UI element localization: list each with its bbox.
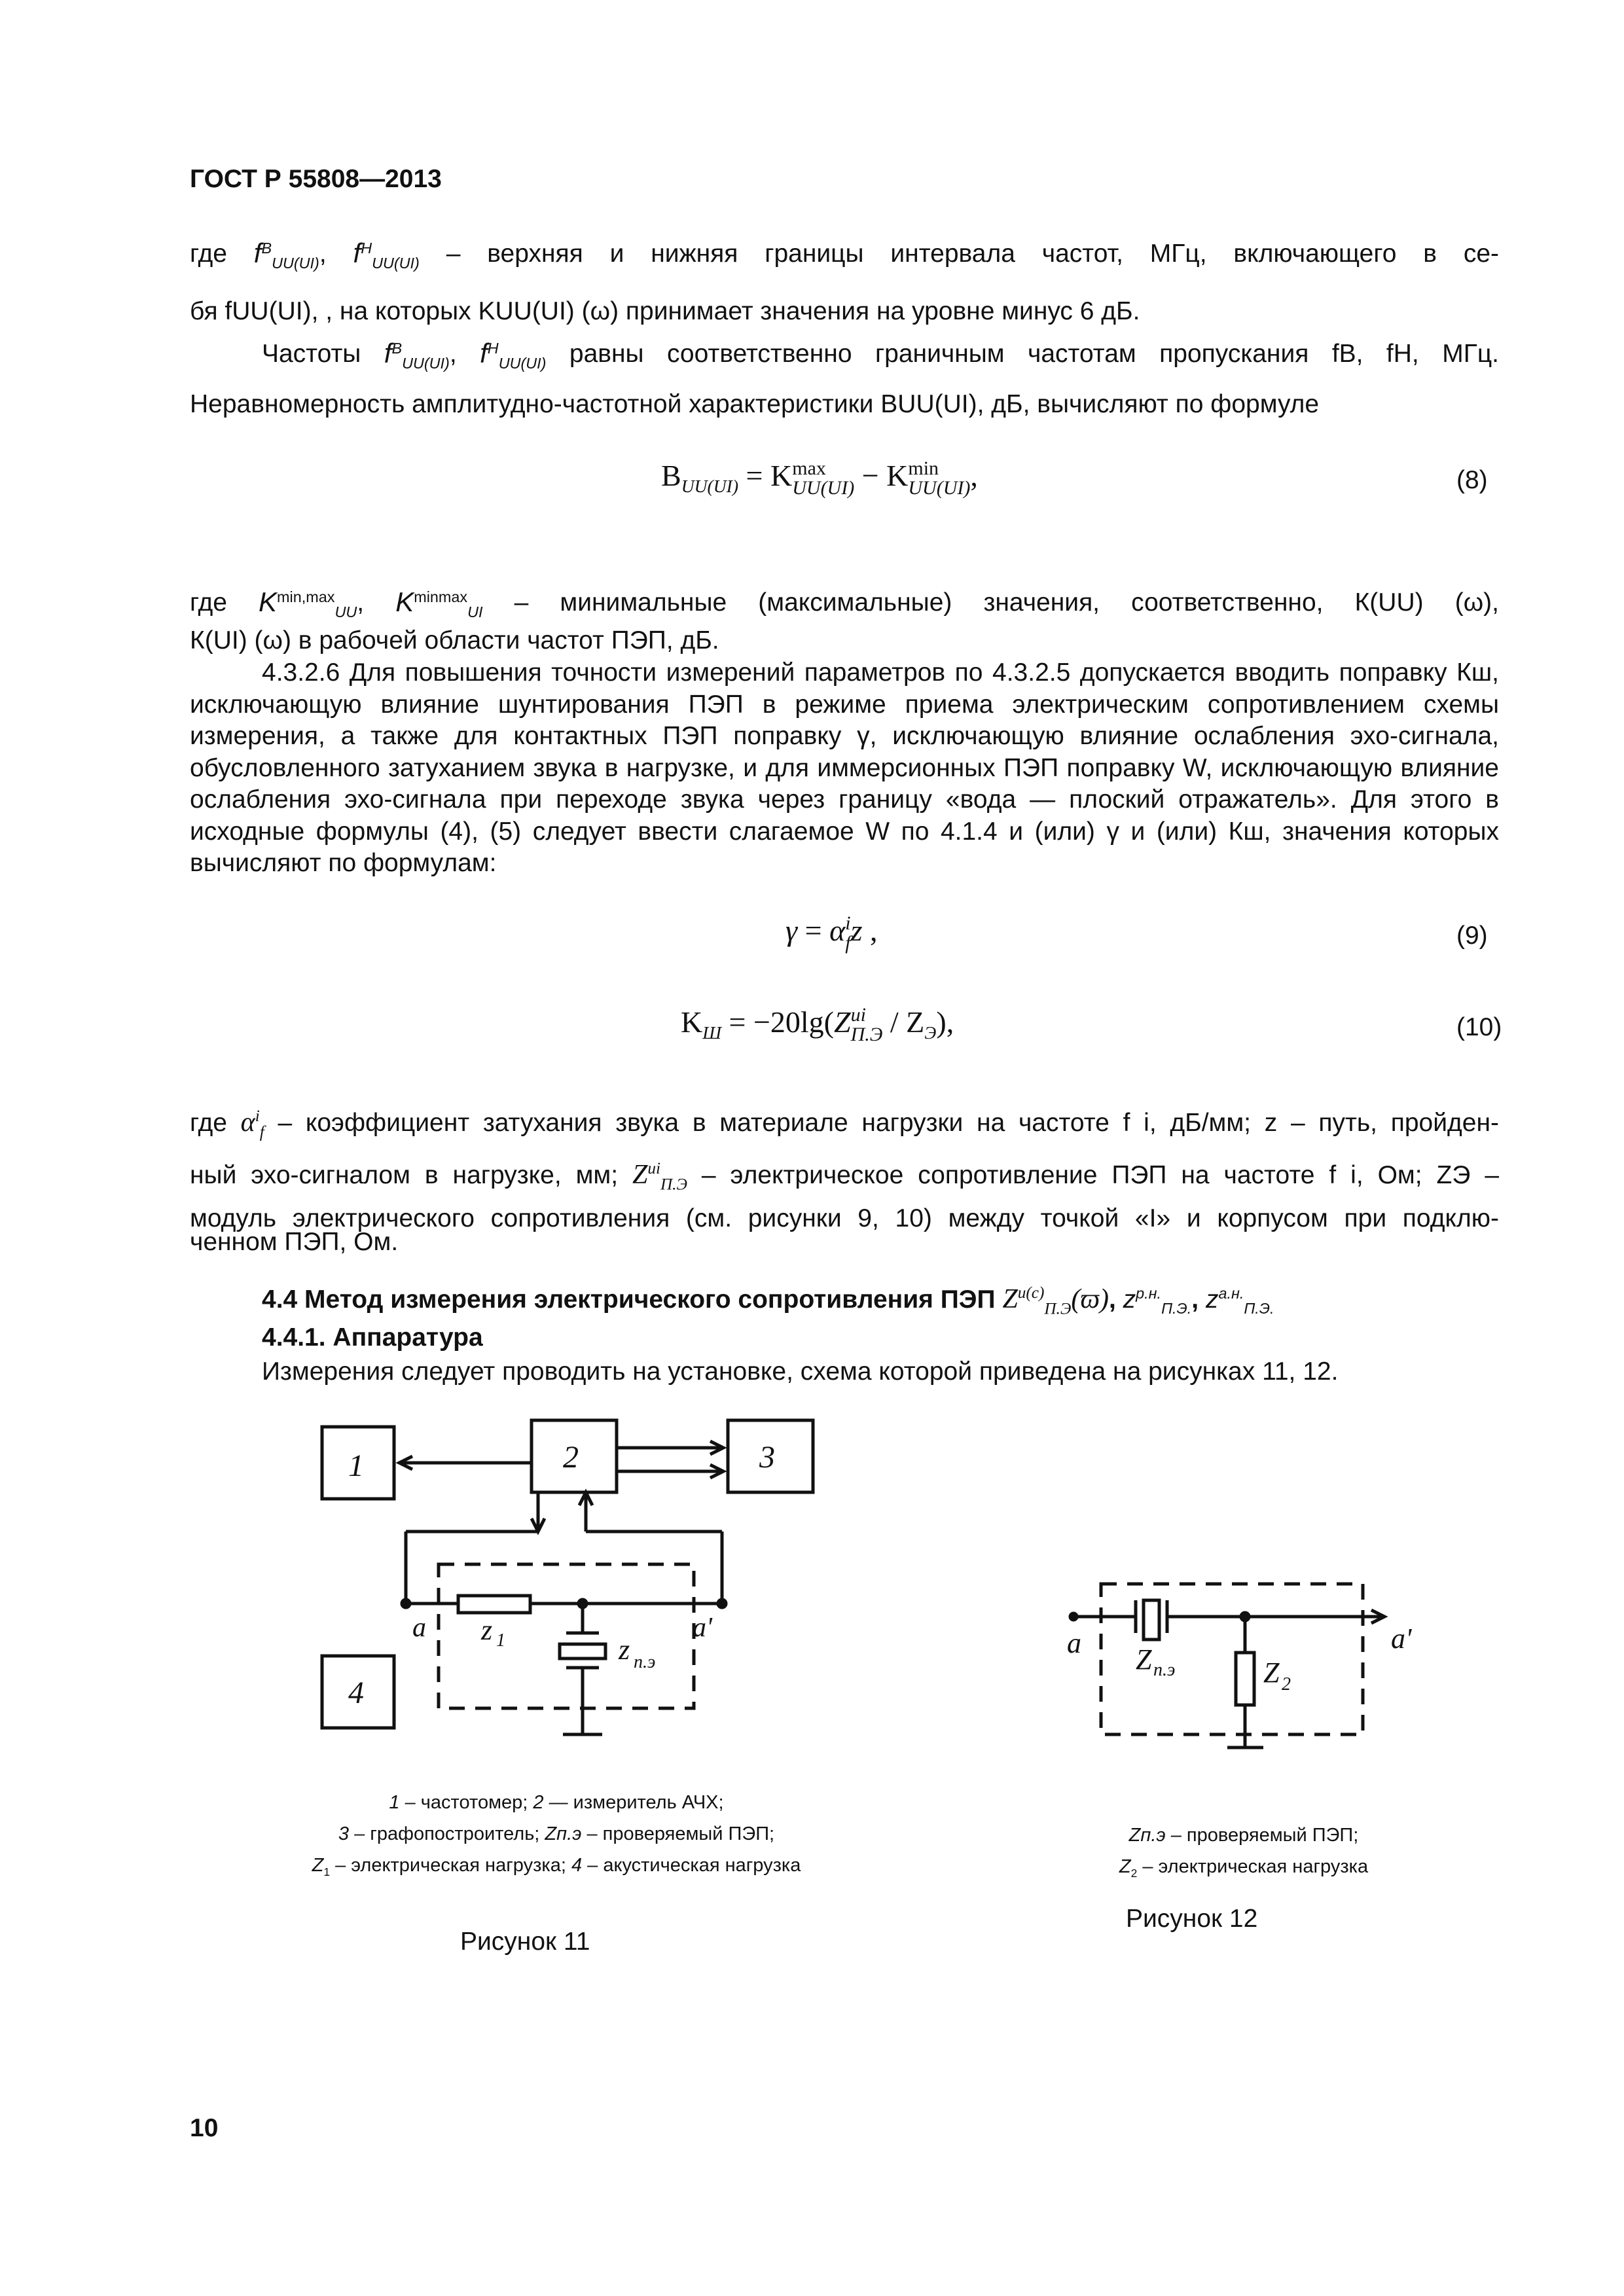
label-z2-sub: 2 — [1282, 1674, 1291, 1695]
node-a: a — [412, 1613, 426, 1643]
para2-text-a: равны соответственно граничным частотам пропускания fB, fH, МГц. — [569, 340, 1499, 368]
transducer-zpe — [560, 1644, 605, 1659]
equation-10-number: (10) — [1456, 1013, 1502, 1041]
page-number: 10 — [190, 2114, 219, 2142]
equation-8-number: (8) — [1456, 466, 1488, 494]
figure-12-diagram — [1060, 1564, 1427, 1787]
figure-11-caption: 1 – частотомер; 2 — измеритель АЧХ; 3 – графопостроитель; Zп.э – проверяемый ПЭП; $Z_1$ – электрическая нагрузка; 4 – акустическая нагрузка — [312, 1792, 801, 1878]
label-z1-sub: 1 — [496, 1630, 505, 1651]
label-z1: z — [481, 1614, 493, 1646]
para1-line2: бя fUU(UI), , на которых KUU(UI) (ω) принимает значения на уровне минус 6 дБ. — [190, 297, 1140, 325]
figure-11-diagram — [301, 1407, 890, 1774]
symbol-fH-2: $f^H_{UU(UI)}$ — [480, 337, 547, 372]
para1-line1: где $f^B_{UU(UI)}$, $f^H_{UU(UI)}$ – верхняя и нижняя границы интервала частот, МГц, включающего в се- — [190, 237, 1500, 272]
node-a-prime: a' — [693, 1613, 712, 1643]
para5-line2: ный эхо-сигналом в нагрузке, мм; $Z^{иi}_{П.Э}$ – электрическое сопротивление ПЭП на частоте f i, Ом; ZЭ – — [190, 1159, 1500, 1194]
equation-8: $B_{UU(UI)} = K$ max UU(UI) − K min UU(UI) , — [661, 457, 978, 499]
para1-text-a: – верхняя и нижняя границы интервала частот, МГц, включающего в се- — [446, 240, 1500, 268]
para3-line1: где $K^{min,max}_{UU}$, $K^{minmax}_{UI}$ – минимальные (максимальные) значения, соответственно, К(UU) (ω), — [190, 586, 1499, 620]
label-2: 2 — [563, 1440, 579, 1475]
para2-lead: Частоты — [262, 340, 361, 368]
para5-line3: модуль электрического сопротивления (см. рисунки 9, 10) между точкой «I» и корпусом при подклю- — [190, 1204, 1499, 1232]
document-header: ГОСТ Р 55808—2013 — [190, 165, 442, 193]
node-a-prime-12: a' — [1391, 1623, 1412, 1655]
figure-11-title: Рисунок 11 — [460, 1928, 590, 1956]
para2-line2: Неравномерность амплитудно-частотной характеристики BUU(UI), дБ, вычисляют по формуле — [190, 390, 1320, 418]
symbol-fH: $f^H_{UU(UI)}$ — [353, 237, 420, 272]
para3-text-a: – минимальные (максимальные) значения, соответственно, К(UU) (ω), — [514, 588, 1499, 617]
section-text: Измерения следует проводить на установке, схема которой приведена на рисунках 11, 12. — [262, 1357, 1339, 1386]
node-a-12: a — [1067, 1627, 1081, 1659]
symbol-fB: $f^B_{UU(UI)}$ — [253, 237, 319, 272]
symbol-alpha: $\alpha^i_f$ — [240, 1107, 264, 1141]
transducer-zpe-12 — [1144, 1600, 1159, 1640]
label-zpe-sub: п.э — [634, 1652, 656, 1672]
para5-text-a: – коэффициент затухания звука в материале нагрузки на частоте f i, дБ/мм; z – путь, пройден- — [278, 1109, 1499, 1137]
label-3: 3 — [759, 1440, 775, 1475]
symbol-z-pe: $Z^{иi}_{П.Э}$ — [632, 1159, 687, 1194]
label-zpe: z — [619, 1634, 630, 1666]
symbol-z-pe-omega: $Z^{и(с)}_{П.Э}(ϖ)$ — [1002, 1284, 1109, 1318]
label-1: 1 — [348, 1448, 364, 1483]
subsection-heading-4-4-1: 4.4.1. Аппаратура — [262, 1323, 483, 1352]
symbol-z-rn: $z^{р.н.}_{П.Э.}$ — [1123, 1285, 1192, 1317]
para5-line1: где $\alpha^i_f$ – коэффициент затухания звука в материале нагрузки на частоте f i, дБ/мм; z – путь, пройден- — [190, 1107, 1499, 1141]
word-where: где — [190, 240, 227, 268]
figure-12-title: Рисунок 12 — [1126, 1905, 1258, 1933]
equation-9: γ = α i f z , — [785, 912, 878, 954]
symbol-k-uu: $K^{min,max}_{UU}$ — [259, 586, 357, 620]
equation-9-number: (9) — [1456, 922, 1488, 950]
label-z2: Z — [1263, 1657, 1280, 1689]
resistor-z2 — [1236, 1653, 1254, 1705]
symbol-k-ui: $K^{minmax}_{UI}$ — [395, 586, 483, 620]
equation-10: $K_Ш = -20\lg(Z$ иi П.Э / $Z_Э$), — [681, 1004, 954, 1046]
section-heading-4-4: 4.4 Метод измерения электрического сопротивления ПЭП $Z^{и(с)}_{П.Э}(ϖ)$, $z^{р.н.}_{П.Э.}$, $z^{а.н.}_{П.Э.}$ — [262, 1284, 1274, 1318]
figure-12-caption: Zп.э – проверяемый ПЭП; $Z_2$ – электрическая нагрузка — [1119, 1825, 1369, 1880]
label-zpe-12-sub: п.э — [1153, 1660, 1176, 1680]
para5-line4: ченном ПЭП, Ом. — [190, 1228, 399, 1256]
resistor-z1 — [458, 1596, 530, 1613]
symbol-z-an: $z^{а.н.}_{П.Э.}$ — [1205, 1285, 1274, 1317]
label-4: 4 — [348, 1676, 364, 1710]
symbol-fB-2: $f^B_{UU(UI)}$ — [384, 337, 450, 372]
para3-line2: К(UI) (ω) в рабочей области частот ПЭП, дБ. — [190, 626, 719, 655]
label-zpe-12: Z — [1136, 1643, 1152, 1676]
para2-line1: Частоты $f^B_{UU(UI)}$, $f^H_{UU(UI)}$ равны соответственно граничным частотам пропускания fB, fH, МГц. — [262, 337, 1499, 372]
para4-body: 4.3.2.6 Для повышения точности измерений параметров по 4.3.2.5 допускается вводить поправку Кш, исключающую влияние шунтирования ПЭП в режиме приема электрическим сопротивлением схемы измерения, а также для контактных ПЭП поправку γ, исключающую влияние ослабления эхо-сигнала, обусловленного затуханием звука в нагрузке, и для иммерсионных ПЭП поправку W, исключающую влияние ослабления эхо-сигнала при переходе звука через границу «вода — плоский отражатель». Для этого в исходные формулы (4), (5) следует ввести слагаемое W по 4.1.4 и (или) γ и (или) Кш, значения которых вычисляют по формулам: — [190, 658, 1499, 877]
